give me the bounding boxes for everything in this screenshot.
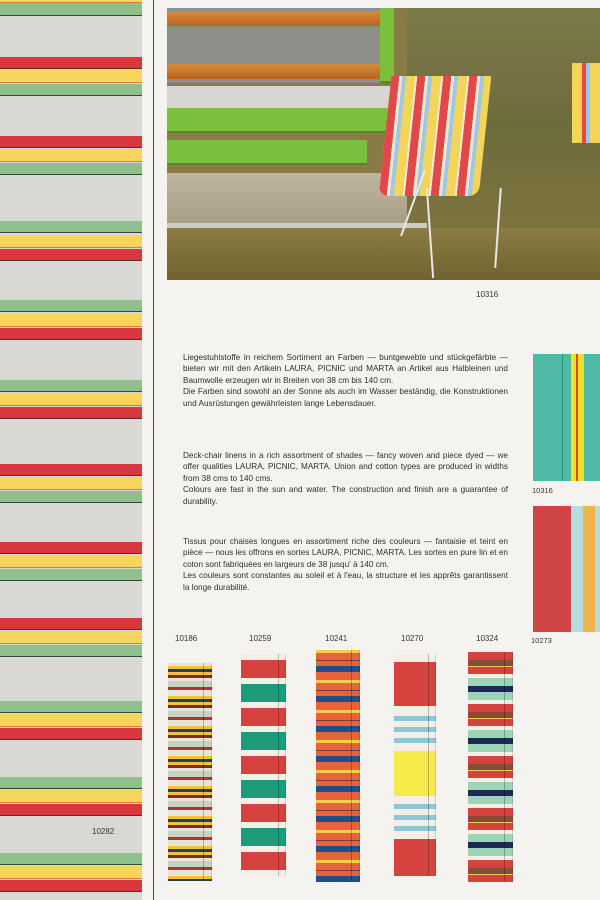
stripe-red (0, 880, 142, 892)
grass (167, 228, 600, 280)
stripe-green (0, 491, 142, 503)
striped-chair (379, 76, 492, 196)
stripe-red (0, 804, 142, 816)
german-description (183, 352, 508, 409)
striped-chair (572, 63, 600, 143)
sample-label: 10259 (249, 634, 272, 643)
stripe-yellow (0, 314, 142, 327)
bench-plank (167, 11, 382, 26)
concrete-base (167, 173, 407, 228)
bench-plank (167, 64, 382, 79)
photo-caption: 10316 (476, 290, 499, 299)
stripe-red (0, 542, 142, 554)
stripe-red (0, 618, 142, 630)
deck-chair-photo (167, 8, 600, 280)
stripe-yellow (0, 477, 142, 490)
stripe-green (0, 645, 142, 657)
stripe-red (0, 136, 142, 148)
stripe-yellow (0, 149, 142, 162)
fabric-swatch-10282 (0, 0, 142, 900)
stripe-green (0, 300, 142, 312)
stripe-green (0, 221, 142, 233)
stripe-yellow (0, 555, 142, 568)
stripe-green (0, 3, 142, 16)
fabric-fold (504, 652, 505, 882)
french-description (183, 536, 508, 593)
fabric-swatch-10316 (533, 354, 600, 481)
stripe-red (0, 728, 142, 740)
page-divider (153, 0, 154, 900)
stripe-green (0, 777, 142, 789)
stripe-red (0, 328, 142, 340)
stripe-yellow (0, 866, 142, 879)
fabric-sample-10241 (316, 650, 360, 882)
fabric-swatch-10273 (533, 506, 600, 632)
paragraph: Les couleurs sont constantes au soleil et à l'eau, la structure et les apprêts garantissent la longe durabilité. (183, 571, 508, 592)
swatch-label: 10316 (532, 486, 553, 495)
stripe-green (0, 569, 142, 581)
stripe-green (0, 163, 142, 175)
paragraph: Deck-chair linens in a rich assortment of shades — fancy woven and piece dyed — we offer qualities LAURA, PICNIC, MARTA. Union and cotton types are produced in widths from 38 cms to 140 cms. (183, 451, 508, 483)
swatch-label: 10273 (531, 636, 552, 645)
fabric-fold (351, 650, 352, 882)
stripe-red (0, 464, 142, 476)
bench-padding (167, 140, 367, 165)
stripe-yellow (0, 393, 142, 406)
sample-label: 10186 (175, 634, 198, 643)
fabric-fold (428, 654, 429, 876)
fabric-sample-10270 (394, 654, 436, 876)
stripe-yellow (0, 631, 142, 644)
paragraph: Liegestuhlstoffe in reichem Sortiment an Farben — buntgewebte und stückgefärbte — bieten wir mit den Artikeln LAURA, PICNIC und MARTA an Artikel aus Halbleinen und Baumwolle erzeugen wir in Breiten von 38 cm bis 140 cm. (183, 353, 508, 385)
stripe-yellow (0, 70, 142, 83)
stripe-yellow (0, 790, 142, 803)
paragraph: Die Farben sind sowohl an der Sonne als auch im Wasser beständig, die Konstruktionen und Ausrüstungen gewährleisten lange Lebensdauer. (183, 387, 508, 408)
stripe-red (0, 407, 142, 419)
stripe-yellow (0, 235, 142, 248)
fabric-sample-10324 (468, 652, 513, 882)
bench-slab (167, 86, 397, 108)
stripe-yellow (0, 714, 142, 727)
stripe-green (0, 380, 142, 392)
stripe-green (0, 853, 142, 865)
bench-padding (380, 8, 394, 83)
sample-label: 10324 (476, 634, 499, 643)
stripe-red (0, 57, 142, 69)
english-description (183, 450, 508, 507)
stripe-green (0, 701, 142, 713)
stripe-green (0, 84, 142, 96)
sample-label: 10241 (325, 634, 348, 643)
paragraph: Tissus pour chaises longues en assortiment riche des couleurs — fantaisie et teint en pièce — nous les offrons en sortes LAURA, PICNIC, MARTA. Les sortes en pure lin et en coton sont fabriquées en largeurs de 38 jusqu' à 140 cm. (183, 537, 508, 569)
fabric-fold (278, 654, 279, 876)
fabric-sample-10186 (168, 663, 212, 881)
fabric-sample-10259 (241, 654, 286, 876)
sample-label: 10270 (401, 634, 424, 643)
swatch-label: 10282 (92, 827, 115, 836)
stripe-red (0, 249, 142, 261)
fabric-fold (203, 663, 204, 881)
paragraph: Colours are fast in the sun and water. The construction and finish are a guarantee of durability. (183, 485, 508, 506)
